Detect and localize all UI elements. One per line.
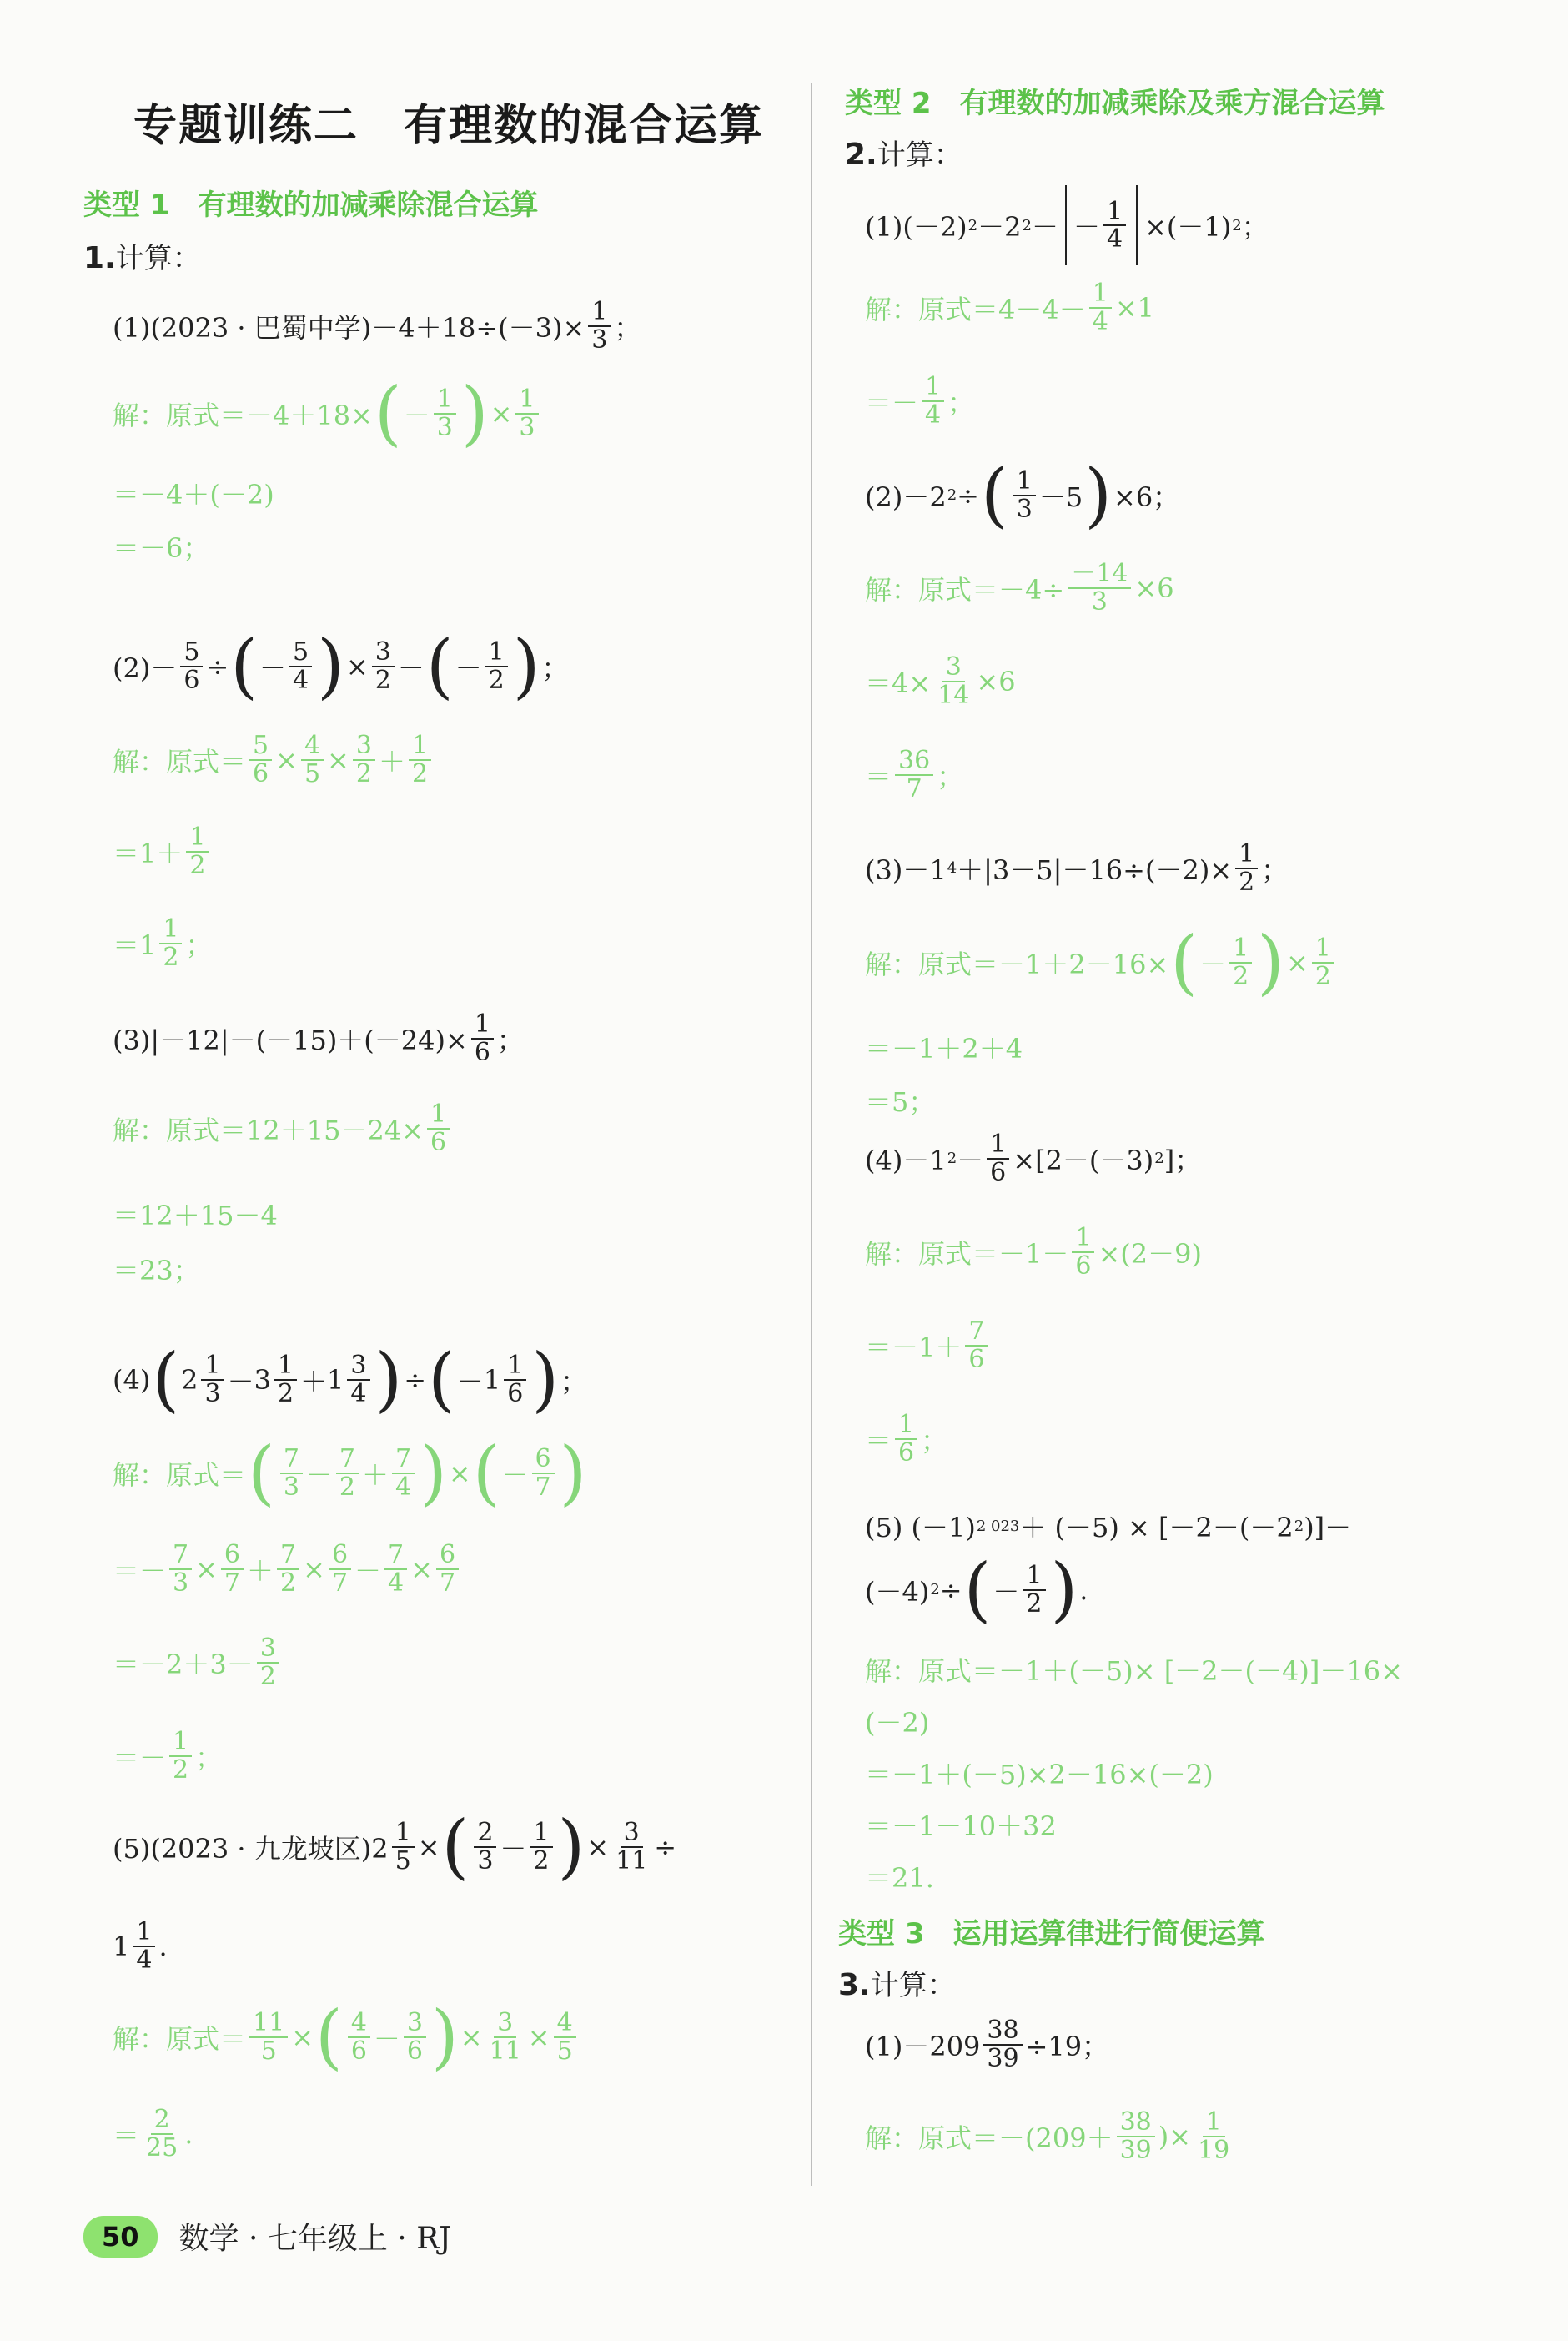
solution-2-4-step-1: 解：原式 ＝－1－ $\frac{1}{6}$ ×(2－9) xyxy=(865,1223,1202,1281)
solution-1-2-step-3: ＝1 $\frac{1}{2}$ ； xyxy=(113,914,213,972)
solution-1-2-step-2: ＝1＋ $\frac{1}{2}$ xyxy=(113,824,212,879)
solution-2-2-step-2: ＝4× $\frac{3}{14}$ ×6 xyxy=(865,652,1016,710)
type-3-heading: 类型 3 运用运算律进行简便运算 xyxy=(838,1917,1265,1951)
solution-1-4-step-1: 解：原式 ＝ ( $\frac{7}{3}$ － $\frac{7}{2}$ ＋ $\frac{7}{4}$ ) × ( － $\frac{6}{7}$ ) xyxy=(113,1432,587,1513)
problem-1-2: (2)－ $\frac{5}{6}$ ÷ ( － $\frac{5}{4}$ ) × $\frac{3}{2}$ － ( － $\frac{1}{2}$ ) ； xyxy=(113,625,569,707)
solution-2-3-step-1: 解：原式 ＝－1＋2－16× ( － $\frac{1}{2}$ ) × $\frac{1}{2}$ xyxy=(865,934,1338,990)
problem-1-1: (1)(2023 · 巴蜀中学)－4＋18÷(－3)× $\frac{1}{3}$ ； xyxy=(113,297,641,355)
question-3-heading: 3.计算： xyxy=(838,1968,956,2002)
solution-1-4-step-2: ＝－ $\frac{7}{3}$ × $\frac{6}{7}$ ＋ $\frac{7}{2}$ × $\frac{6}{7}$ － $\frac{7}{4}$ × $\frac{6}{7}$ xyxy=(113,1542,462,1596)
solution-2-2-step-3: ＝ $\frac{36}{7}$ ； xyxy=(865,746,964,803)
question-1-heading: 1.计算： xyxy=(83,241,201,275)
solution-2-1-step-2: ＝－ $\frac{1}{4}$ ； xyxy=(865,372,975,430)
solution-1-4-step-4: ＝－ $\frac{1}{2}$ ； xyxy=(113,1727,223,1785)
question-2-heading: 2.计算： xyxy=(845,138,962,172)
problem-2-5-continued: (－4) 2 ÷ ( － $\frac{1}{2}$ ) . xyxy=(865,1548,1088,1630)
solution-2-2-step-1: 解：原式 ＝－4÷ $\frac{-14}{3}$ ×6 xyxy=(865,559,1174,617)
solution-1-3-step-3: ＝23； xyxy=(113,1255,200,1286)
page-title: 专题训练二 有理数的混合运算 xyxy=(133,100,765,151)
type-1-heading: 类型 1 有理数的加减乘除混合运算 xyxy=(83,189,539,222)
problem-1-5-continued: 1 $\frac{1}{4}$ . xyxy=(113,1917,168,1975)
book-info: 数学 · 七年级上 · RJ xyxy=(178,2222,451,2256)
solution-2-4-step-3: ＝ $\frac{1}{6}$ ； xyxy=(865,1410,948,1468)
problem-1-4: (4) ( 2 $\frac{1}{3}$ － 3 $\frac{1}{2}$ ＋ 1 $\frac{3}{4}$ ) ÷ ( － 1 $\frac{1}{6}$ ) ； xyxy=(113,1338,588,1420)
problem-2-5: (5) (－1) 2 023 ＋ (－5) × [－2－(－2 2 )]－ xyxy=(865,1512,1352,1543)
left-column xyxy=(0,0,801,2253)
problem-2-3: (3)－1 4 ＋|3－5|－16÷(－2)× $\frac{1}{2}$ ； xyxy=(865,839,1289,897)
solution-1-1-step-2: ＝－4＋(－2) xyxy=(113,479,274,511)
page-footer xyxy=(83,2215,451,2258)
solution-2-4-step-2: ＝－1＋ $\frac{7}{6}$ xyxy=(865,1318,991,1372)
solution-2-3-step-3: ＝5； xyxy=(865,1086,936,1118)
solution-2-5-step-1-continued: (－2) xyxy=(865,1707,930,1739)
solution-1-5-step-1: 解：原式 ＝ $\frac{11}{5}$ × ( $\frac{4}{6}$ － $\frac{3}{6}$ ) × $\frac{3}{11}$ × $\frac{4}{5}$ xyxy=(113,2009,580,2065)
solution-2-3-step-2: ＝－1＋2＋4 xyxy=(865,1033,1023,1065)
solution-2-5-step-3: ＝－1－10＋32 xyxy=(865,1810,1057,1842)
problem-2-4: (4)－1 2 － $\frac{1}{6}$ ×[2－(－3) 2 ]； xyxy=(865,1130,1202,1187)
solution-1-1-step-1: 解：原式 ＝－4＋18× ( － $\frac{1}{3}$ ) × $\frac{1}{3}$ xyxy=(113,385,542,441)
solution-1-3-step-1: 解：原式 ＝12＋15－24× $\frac{1}{6}$ xyxy=(113,1101,453,1155)
page-number: 50 xyxy=(83,2216,158,2258)
problem-1-5: (5)(2023 · 九龙坡区)2 $\frac{1}{5}$ × ( $\frac{2}{3}$ － $\frac{1}{2}$ ) × $\frac{3}{11}$ ÷ xyxy=(113,1805,677,1887)
solution-1-3-step-2: ＝12＋15－4 xyxy=(113,1200,278,1231)
solution-1-1-step-3: ＝－6； xyxy=(113,532,210,564)
solution-1-2-step-1: 解：原式 ＝ $\frac{5}{6}$ × $\frac{4}{5}$ × $\frac{3}{2}$ ＋ $\frac{1}{2}$ xyxy=(113,733,435,787)
column-divider xyxy=(811,83,812,2186)
type-2-heading: 类型 2 有理数的加减乘除及乘方混合运算 xyxy=(845,87,1385,120)
solution-2-5-step-1: 解：原式 ＝－1＋(－5)× [－2－(－4)]－16× xyxy=(865,1655,1403,1687)
solution-1-5-step-2: ＝ $\frac{2}{25}$ . xyxy=(113,2105,193,2162)
solution-2-5-step-2: ＝－1＋(－5)×2－16×(－2) xyxy=(865,1759,1214,1790)
problem-3-1: (1)－209 $\frac{38}{39}$ ÷19； xyxy=(865,2016,1109,2073)
problem-1-3: (3)|－12|－(－15)＋(－24)× $\frac{1}{6}$ ； xyxy=(113,1009,524,1067)
problem-2-1: (1)(－2) 2 －2 2 － － $\frac{1}{4}$ ×(－1) 2 ； xyxy=(865,185,1269,265)
solution-3-1-step-1: 解：原式 ＝－(209＋ $\frac{38}{39}$ )× $\frac{1}{19}$ xyxy=(865,2107,1230,2165)
solution-2-1-step-1: 解：原式 ＝4－4－ $\frac{1}{4}$ ×1 xyxy=(865,279,1155,336)
problem-2-2: (2)－2 2 ÷ ( $\frac{1}{3}$ －5 ) ×6； xyxy=(865,454,1180,536)
solution-2-5-step-4: ＝21. xyxy=(865,1862,934,1894)
right-column xyxy=(822,0,1568,2253)
solution-1-4-step-3: ＝－2＋3－ $\frac{3}{2}$ xyxy=(113,1635,283,1689)
